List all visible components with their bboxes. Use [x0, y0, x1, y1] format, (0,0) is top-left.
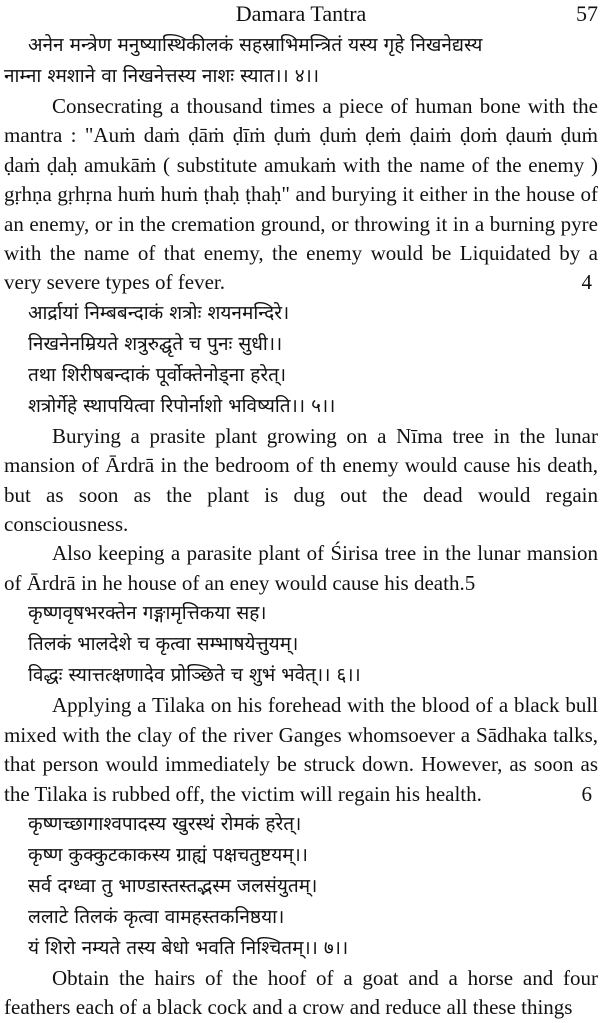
verse-line: कृष्ण कुक्कुटकाकस्य ग्राह्यं पक्षचतुष्टयम्।। [28, 843, 308, 866]
paragraph-text: Consecrating a thousand times a piece of human bone with the mantra : "Auṁ daṁ ḍāṁ ḍīṁ ḍuṁ ḍuṁ ḍeṁ ḍaiṁ ḍoṁ ḍauṁ ḍuṁ ḍaṁ ḍaḥ amukāṁ ( substitute amukaṁ with the name of the enemy ) gṛhṇa gṛhṛna huṁ huṁ ṭhaḥ ṭhaḥ" and burying it either in the house of an enemy, or in the cremation ground, or throwing it in a burning pyre with the name of that enemy, the enemy would be Liquidated by a very severe types of fever. [4, 94, 598, 295]
verse-line: कृष्णवृषभरक्तेन गङ्गामृत्तिकया सह। [28, 602, 267, 625]
sanskrit-verse-7 [4, 809, 598, 964]
paragraph-text: Applying a Tilaka on his forehead with the blood of a black bull mixed with the clay of the river Ganges whomsoever a Sādhaka talks, that person would immediately be struck down. However, as soon as the Tilaka is rubbed off, the victim will regain his health. [4, 693, 598, 806]
running-header [4, 0, 598, 28]
verse-line: शत्रोर्गेहे स्थापयित्वा रिपोर्नाशो भविष्यति।। ५।। [28, 394, 336, 417]
translation-paragraph-6 [4, 691, 598, 809]
running-title: Damara Tantra [235, 1, 367, 26]
verse-line: कृष्णच्छागाश्वपादस्य खुरस्थं रोमकं हरेत्। [28, 812, 302, 835]
verse-line: सर्व दग्ध्वा तु भाण्डास्तस्तद्भस्म जलसंयुतम्। [28, 874, 318, 897]
verse-number: 4 [581, 270, 592, 295]
verse-line: आर्द्रायां निम्बबन्दाकं शत्रोः शयनमन्दिरे। [28, 301, 290, 324]
translation-paragraph-7: Obtain the hairs of the hoof of a goat and a horse and four feathers each of a black cock and a crow and reduce all these things [4, 965, 598, 1020]
translation-paragraph-5b: Also keeping a parasite plant of Śirisa tree in the lunar mansion of Ārdrā in he house of an eney would cause his death.5 [4, 541, 598, 595]
verse-line: तिलकं भालदेशे च कृत्वा सम्भाषयेत्तुयम्। [28, 633, 299, 656]
page-number: 57 [576, 1, 598, 26]
verse-line: यं शिरो नम्यते तस्य बेधो भवति निश्चितम्।। ७।। [28, 936, 349, 959]
verse-line: निखनेनम्रियते शत्रुरुद्घृते च पुनः सुधी।। [28, 332, 283, 355]
sanskrit-verse-4 [4, 30, 598, 92]
verse-line: नाम्ना श्मशाने वा निखनेत्तस्य नाशः स्यात।। ४।। [4, 65, 320, 87]
translation-paragraph-5a: Burying a prasite plant growing on a Nīma tree in the lunar mansion of Ārdrā in the bedroom of th enemy would cause his death, but as soon as the plant is dug out the dead would regain consciousness. [4, 423, 598, 537]
verse-line: ललाटे तिलकं कृत्वा वामहस्तकनिष्ठया। [28, 905, 285, 928]
verse-number: 6 [581, 781, 592, 806]
verse-line: तथा शिरीषबन्दाकं पूर्वोक्तेनोड्ना हरेत्। [28, 363, 287, 386]
verse-line: विद्धः स्यात्तत्क्षणादेव प्रोञ्छिते च शुभं भवेत्।। ६।। [28, 664, 361, 687]
translation-paragraph-4 [4, 92, 598, 298]
verse-line: अनेन मन्त्रेण मनुष्यास्थिकीलकं सहस्राभिमन्त्रितं यस्य गृहे निखनेद्यस्य [28, 34, 483, 56]
sanskrit-verse-6 [4, 598, 598, 691]
sanskrit-verse-5 [4, 298, 598, 422]
